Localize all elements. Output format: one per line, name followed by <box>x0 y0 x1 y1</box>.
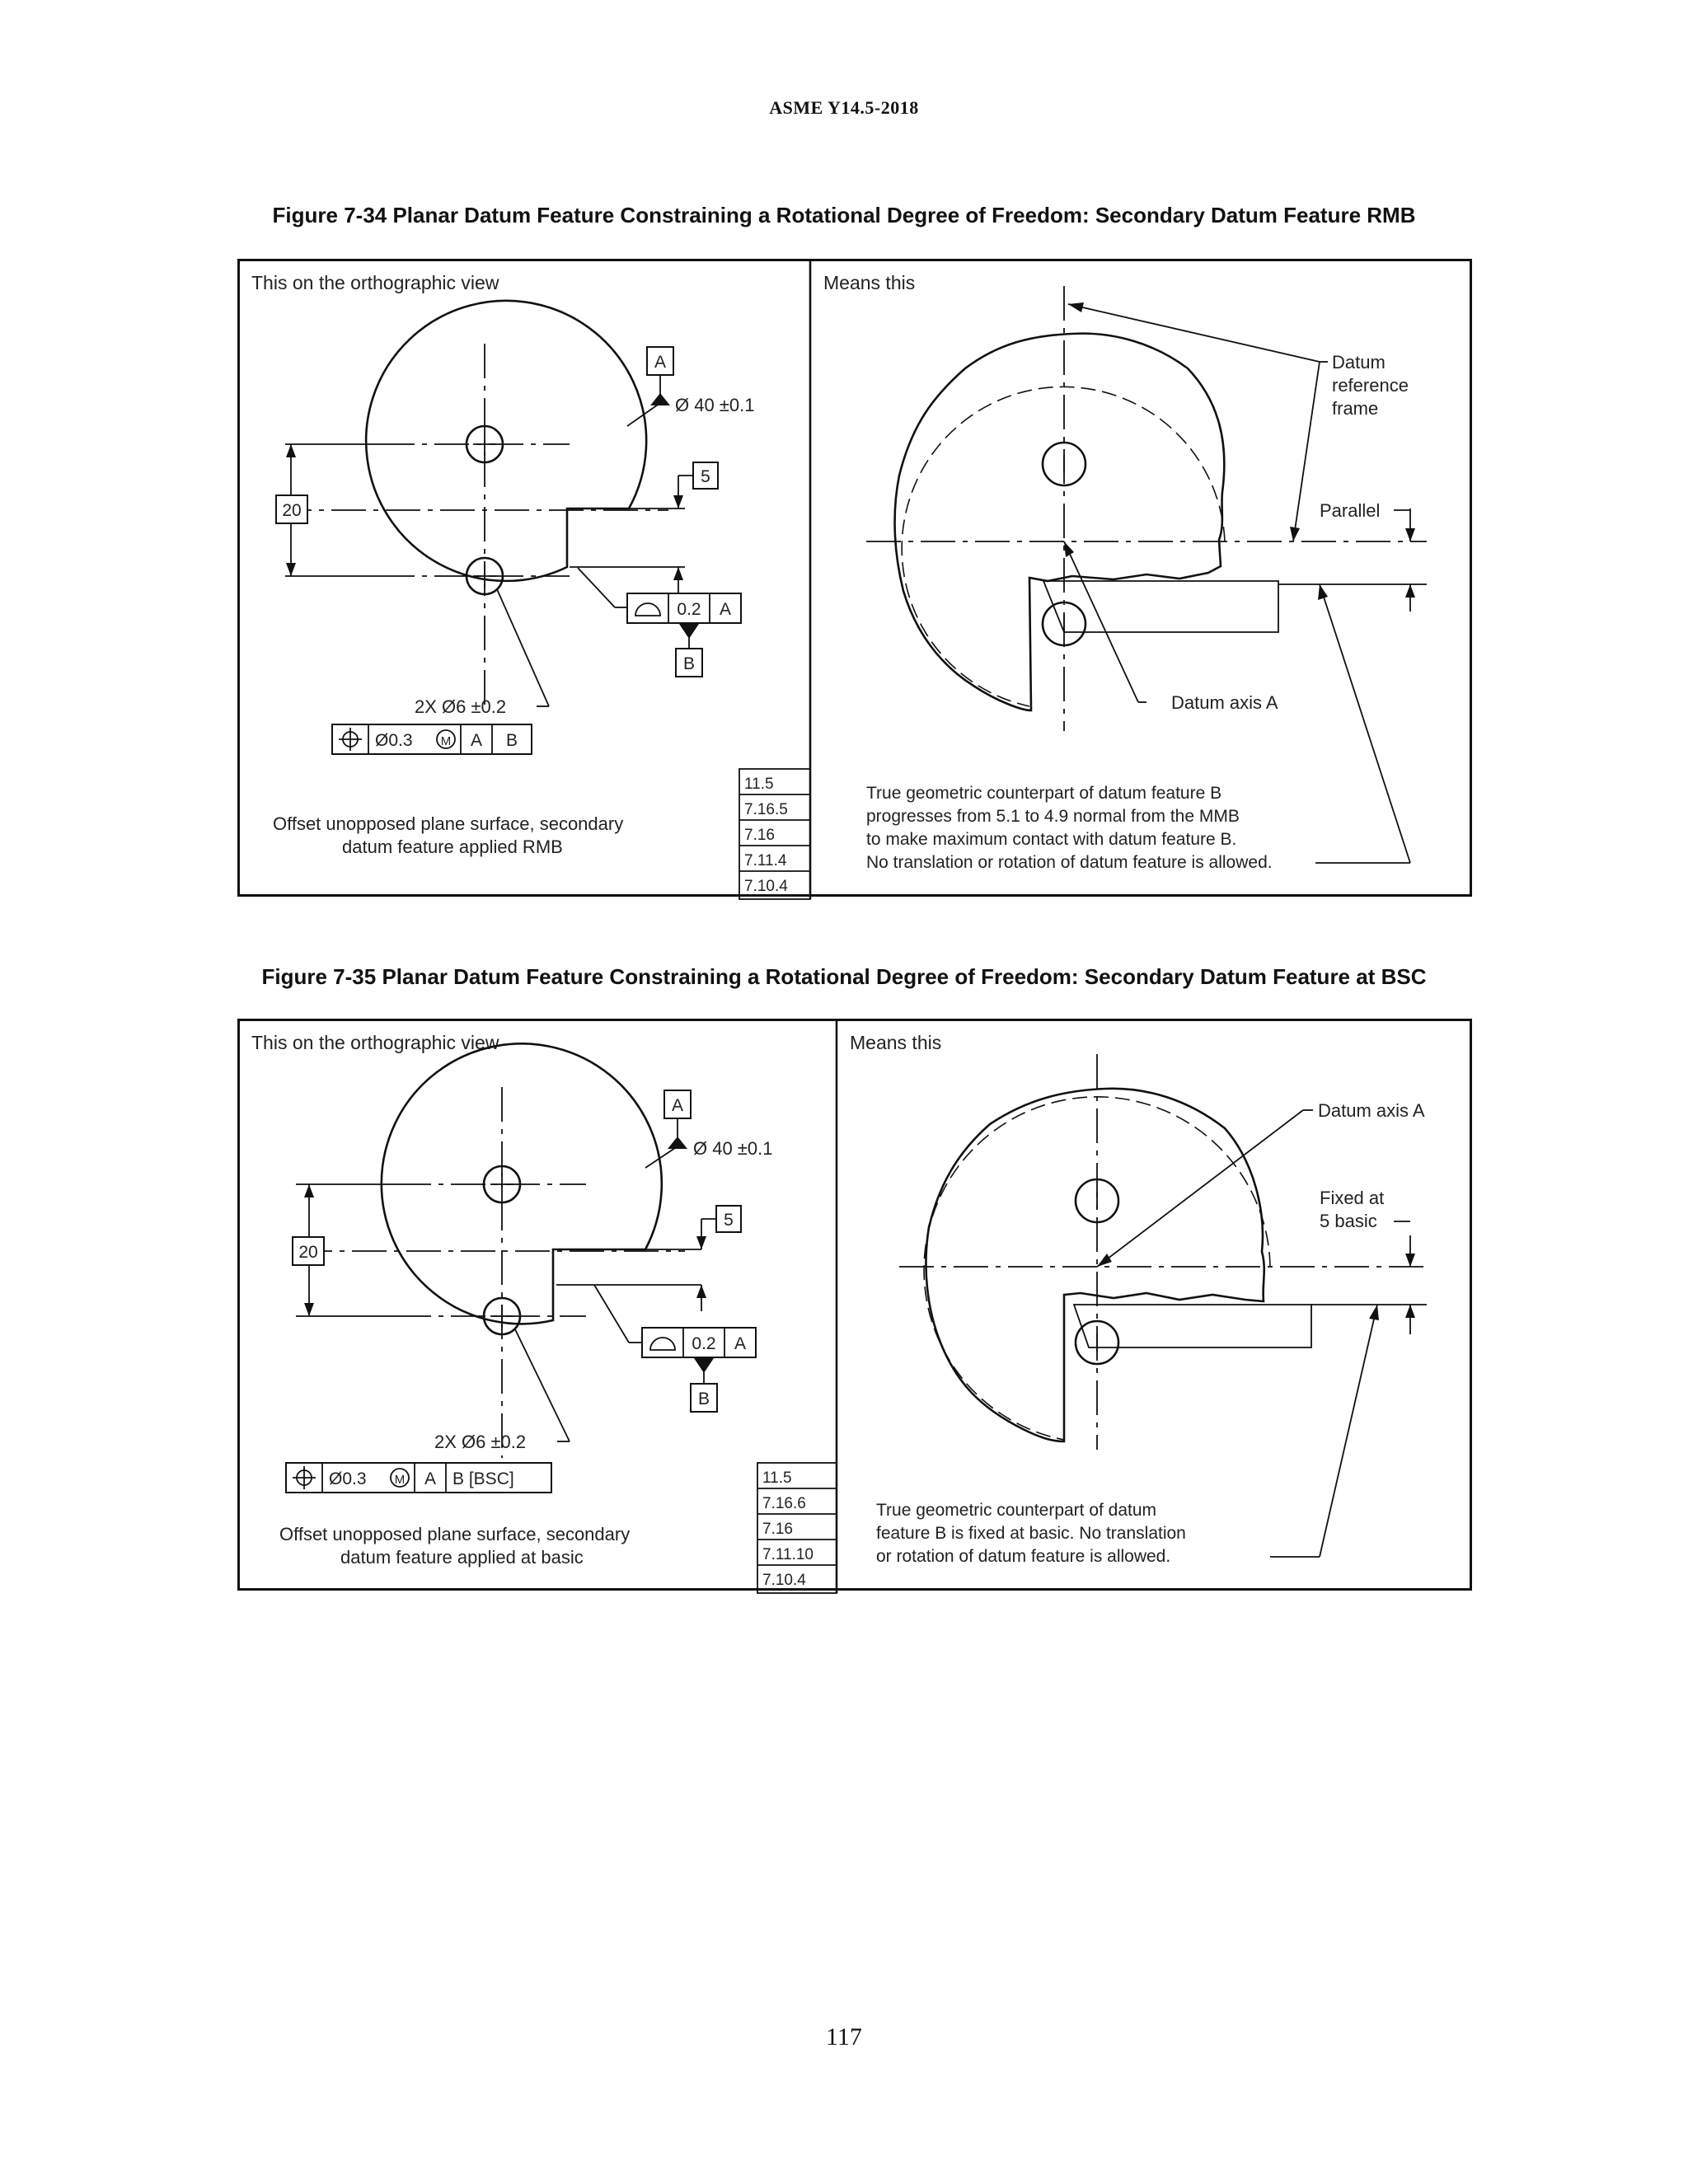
page-number: 117 <box>826 2023 862 2050</box>
right-panel-title: Means this <box>823 272 916 293</box>
desc-line-2: progresses from 5.1 to 4.9 normal from the MMB <box>866 807 1240 826</box>
reference-table <box>757 1463 837 1593</box>
profile-tolerance: 0.2 <box>692 1334 716 1353</box>
datum-b-triangle <box>679 624 699 639</box>
ref-3: 7.16 <box>762 1521 793 1538</box>
profile-fcf <box>627 593 741 623</box>
datum-simulator-b <box>1043 581 1278 632</box>
datum-b-label: B <box>682 654 696 673</box>
holes-callout: 2X Ø6 ±0.2 <box>434 1432 527 1452</box>
drf-label-1: Datum <box>1332 352 1386 373</box>
drf-label-3: frame <box>1332 398 1379 419</box>
position-fcf <box>286 1463 551 1493</box>
ref-2: 7.16.6 <box>762 1495 806 1512</box>
figure-7-35-caption: Figure 7-35 Planar Datum Feature Constraining a Rotational Degree of Freedom: Secondary Datum Feature at BSC <box>261 964 1427 989</box>
datum-axis-label: Datum axis A <box>1318 1100 1425 1121</box>
position-tolerance: Ø0.3 <box>375 731 413 750</box>
basic-dim-20: 20 <box>282 501 302 520</box>
mmc-modifier: M <box>440 734 452 748</box>
reference-table <box>739 769 810 899</box>
parallel-label: Parallel <box>1320 500 1381 521</box>
datum-b-triangle <box>694 1358 714 1373</box>
note-line-1: Offset unopposed plane surface, secondary <box>273 813 624 834</box>
desc-line-2: feature B is fixed at basic. No translation <box>876 1524 1186 1543</box>
datum-a-label: A <box>671 1096 684 1115</box>
basic-dim-5: 5 <box>724 1211 734 1230</box>
position-fcf <box>332 724 532 754</box>
note-line-2: datum feature applied RMB <box>342 837 563 857</box>
datum-axis-label: Datum axis A <box>1171 692 1278 713</box>
ref-1: 11.5 <box>744 776 774 793</box>
figure-7-34-drawing <box>240 261 1475 899</box>
desc-line-4: No translation or rotation of datum feature is allowed. <box>866 853 1273 872</box>
profile-tolerance: 0.2 <box>677 600 701 619</box>
position-tolerance: Ø0.3 <box>329 1469 367 1488</box>
position-ref-b-bsc: B [BSC] <box>452 1469 514 1488</box>
ref-1: 11.5 <box>762 1469 792 1487</box>
mmc-modifier: M <box>394 1473 406 1487</box>
ref-5: 7.10.4 <box>762 1572 806 1589</box>
left-panel-title: This on the orthographic view <box>251 1032 499 1053</box>
note-line-1: Offset unopposed plane surface, secondary <box>279 1524 631 1544</box>
desc-line-1: True geometric counterpart of datum <box>876 1501 1157 1520</box>
holes-callout: 2X Ø6 ±0.2 <box>415 696 507 717</box>
left-panel-title: This on the orthographic view <box>251 272 499 293</box>
figure-7-34-caption: Figure 7-34 Planar Datum Feature Constraining a Rotational Degree of Freedom: Secondary Datum Feature RMB <box>272 203 1416 227</box>
ref-5: 7.10.4 <box>744 878 788 895</box>
figure-7-35 <box>237 1019 1472 1591</box>
desc-line-1: True geometric counterpart of datum feature B <box>866 784 1222 803</box>
ref-2: 7.16.5 <box>744 801 788 818</box>
ref-4: 7.11.4 <box>744 852 787 869</box>
profile-fcf <box>642 1328 756 1357</box>
part-outline <box>366 301 646 581</box>
diameter-callout: Ø 40 ±0.1 <box>675 395 755 415</box>
diameter-callout: Ø 40 ±0.1 <box>693 1138 773 1159</box>
position-ref-a: A <box>470 731 483 750</box>
figure-7-34 <box>237 259 1472 897</box>
profile-datum-ref: A <box>734 1334 747 1353</box>
note-line-2: datum feature applied at basic <box>340 1547 584 1568</box>
ref-3: 7.16 <box>744 827 775 844</box>
actual-part-outline <box>895 334 1225 710</box>
fixed-label-2: 5 basic <box>1320 1211 1377 1231</box>
position-ref-b: B <box>505 731 518 750</box>
ref-4: 7.11.10 <box>762 1546 814 1563</box>
right-panel-title: Means this <box>850 1032 942 1053</box>
page-header: ASME Y14.5-2018 <box>769 97 919 118</box>
desc-line-3: or rotation of datum feature is allowed. <box>876 1547 1171 1566</box>
basic-dim-5: 5 <box>701 467 710 486</box>
true-profile-dashed <box>902 387 1225 706</box>
drf-label-2: reference <box>1332 375 1409 396</box>
figure-7-35-drawing <box>240 1021 1475 1593</box>
profile-datum-ref: A <box>719 600 732 619</box>
fixed-label-1: Fixed at <box>1320 1188 1385 1208</box>
position-ref-a: A <box>424 1469 437 1488</box>
desc-line-3: to make maximum contact with datum feature B. <box>866 830 1237 849</box>
basic-dim-20: 20 <box>298 1243 318 1262</box>
datum-a-label: A <box>654 353 667 372</box>
datum-b-label: B <box>697 1390 710 1408</box>
